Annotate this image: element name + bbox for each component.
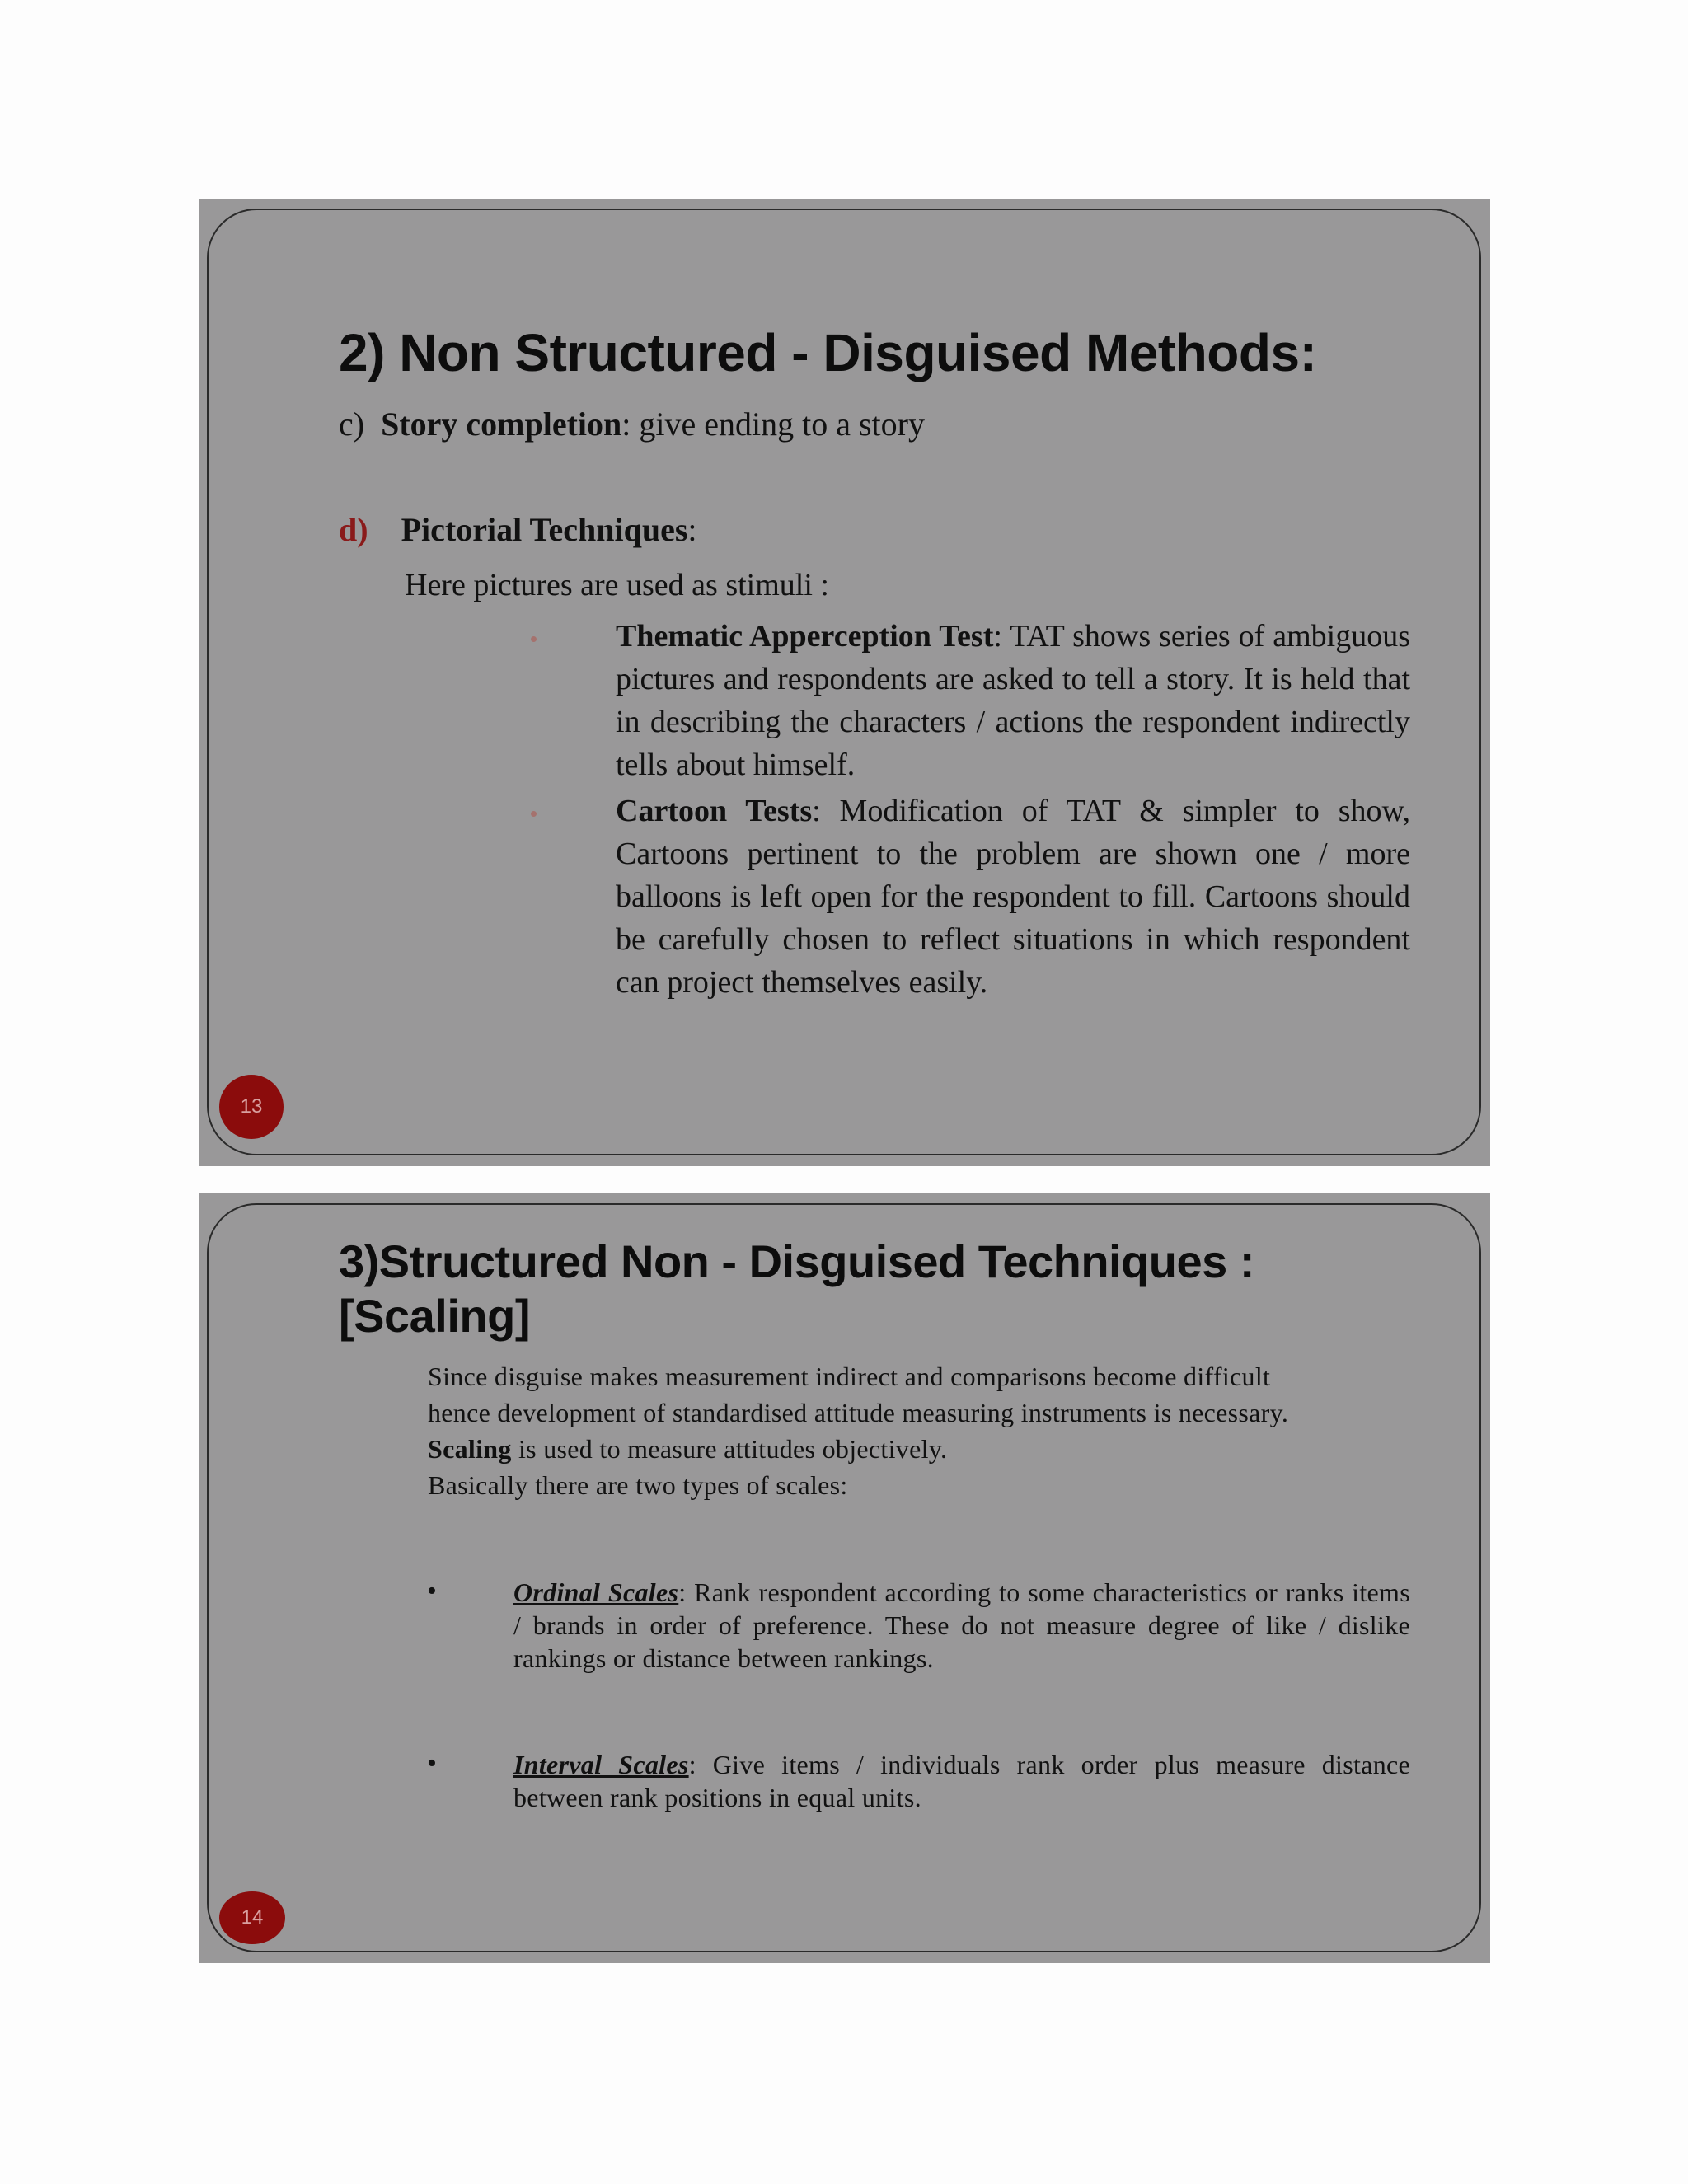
bullet-text: : Give items / individuals rank order plus measure distance between rank positions in equal units. xyxy=(513,1750,1411,1812)
item-term: Pictorial Techniques xyxy=(401,511,688,548)
bullet-interval xyxy=(513,1748,1410,1814)
bullet-icon: • xyxy=(427,1576,437,1606)
item-marker: d) xyxy=(339,511,368,548)
bullet-cartoon xyxy=(616,790,1410,1004)
title-line-1: 3)Structured Non - Disguised Techniques : xyxy=(339,1235,1255,1287)
bullet-ordinal xyxy=(513,1576,1410,1675)
item-marker: c) xyxy=(339,405,365,443)
bullet-text: : TAT shows series of ambiguous pictures and respondents are asked to tell a story. It is held that in describing the characters / actions the respondent indirectly tells about himself. xyxy=(616,619,1410,782)
item-term: Story completion xyxy=(381,405,622,443)
bullet-text: : Modification of TAT & simpler to show, Cartoons pertinent to the problem are shown one / more balloons is left open for the respondent to fill. Cartoons should be carefully chosen to reflect situations in which respondent can project themselves easily. xyxy=(616,794,1410,1000)
bullet-term: Cartoon Tests xyxy=(616,794,813,828)
bullet-dot-icon xyxy=(531,811,537,817)
bullet-icon: • xyxy=(427,1748,437,1779)
page-number-badge: 14 xyxy=(219,1891,285,1944)
item-story-completion xyxy=(339,405,925,443)
slide-title: 2) Non Structured - Disguised Methods: xyxy=(339,323,1317,382)
page-number-badge: 13 xyxy=(219,1075,284,1139)
slide-title xyxy=(339,1235,1254,1343)
scaling-term: Scaling xyxy=(428,1434,512,1464)
scale-types-intro: Basically there are two types of scales: xyxy=(428,1470,848,1500)
item-pictorial-techniques xyxy=(339,510,697,549)
bullet-text: : Rank respondent according to some characteristics or ranks items / brands in order of preference. These do not measure degree of like / dislike rankings or distance between rankings. xyxy=(513,1577,1410,1673)
item-text: : xyxy=(687,511,697,548)
bullet-term: Ordinal Scales xyxy=(513,1577,679,1607)
scaling-text: is used to measure attitudes objectively. xyxy=(511,1434,948,1464)
bullet-tat xyxy=(616,615,1410,786)
bullet-term: Interval Scales xyxy=(513,1750,689,1779)
intro-paragraph: Since disguise makes measurement indirect and comparisons become difficult hence development of standardised attitude measuring instruments is necessary. xyxy=(428,1361,1289,1427)
scaling-intro xyxy=(428,1358,1293,1503)
title-line-2: [Scaling] xyxy=(339,1290,530,1342)
pictures-intro: Here pictures are used as stimuli : xyxy=(405,568,829,602)
bullet-dot-icon xyxy=(531,636,537,642)
bullet-term: Thematic Apperception Test xyxy=(616,619,994,654)
slide-14 xyxy=(199,1193,1490,1963)
slide-13 xyxy=(199,199,1490,1166)
item-text: : give ending to a story xyxy=(621,405,925,443)
scaling-definition xyxy=(428,1431,1293,1467)
